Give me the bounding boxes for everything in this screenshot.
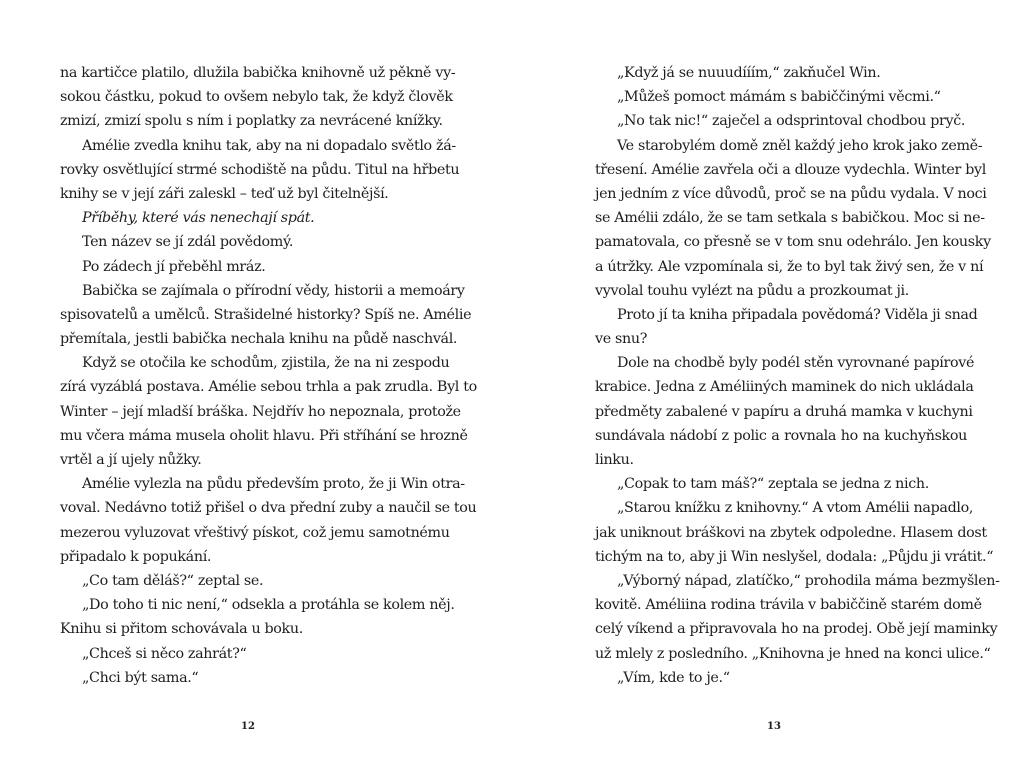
text-line: zírá vyzáblá postava. Amélie sebou trhla a pak zrudla. Byl to (60, 379, 477, 396)
text-line: se Amélii zdálo, že se tam setkala s babičkou. Moc si ne- (595, 210, 985, 227)
text-line: sundávala nádobí z polic a rovnala ho na kuchyňskou (595, 427, 967, 444)
text-line: „No tak nic!“ zaječel a odsprintoval chodbou pryč. (617, 113, 966, 130)
text-line: voval. Nedávno totiž přišel o dva přední zuby a naučil se tou (60, 500, 477, 517)
text-line: třesení. Amélie zavřela oči a dlouze vydechla. Winter byl (595, 161, 986, 178)
text-line: mu včera máma musela oholit hlavu. Při stříhání se hrozně (60, 427, 468, 444)
text-line: celý víkend a připravovala ho na prodej. Obě její maminky (595, 621, 998, 638)
text-line: tichým na to, aby ji Win neslyšel, dodala: „Půjdu ji vrátit.“ (595, 548, 994, 565)
text-line: „Můžeš pomoct mámám s babiččinými věcmi.“ (617, 89, 941, 106)
text-line: Winter – její mladší bráška. Nejdřív ho nepoznala, protože (60, 403, 461, 420)
left-page-number: 12 (241, 721, 255, 732)
text-line: Příběhy, které vás nenechají spát. (82, 210, 315, 227)
text-line: knihy se v její záři zaleskl – teď už byl čitelnější. (60, 185, 389, 202)
text-line: připadalo k popukání. (60, 548, 212, 565)
text-line: „Do toho ti nic není,“ odsekla a protáhla se kolem něj. (82, 597, 455, 614)
text-line: vrtěl a jí ujely nůžky. (60, 452, 202, 468)
text-line: Dole na chodbě byly podél stěn vyrovnané papírové (617, 355, 975, 372)
text-line: Proto jí ta kniha připadala povědomá? Viděla ji snad (617, 306, 978, 323)
text-line: „Chceš si něco zahrát?“ (82, 645, 247, 662)
text-line: a útržky. Ale vzpomínala si, že to byl tak živý sen, že v ní (595, 258, 984, 275)
text-line: už mlely z posledního. „Knihovna je hned na konci ulice.“ (595, 645, 991, 662)
text-line: „Když já se nuuudííím,“ zakňučel Win. (617, 65, 881, 81)
text-line: vyvolal touhu vylézt na půdu a prozkoumat ji. (595, 282, 909, 299)
right-page (595, 61, 1000, 690)
text-line: sokou částku, pokud to ovšem nebylo tak, že když člověk (60, 89, 453, 106)
text-line: zmizí, zmizí spolu s ním i poplatky za nevrácené knížky. (60, 113, 443, 130)
text-line: krabice. Jedna z Améliiných maminek do nich ukládala (595, 379, 974, 396)
text-line: „Starou knížku z knihovny.“ A vtom Amélii napadlo, (617, 500, 974, 517)
text-line: mezerou vyluzovat vřeštivý pískot, což jemu samotnému (60, 524, 450, 541)
text-line: ve snu? (595, 331, 648, 348)
text-line: na kartičce platilo, dlužila babička knihovně už pěkně vy- (60, 65, 456, 81)
text-line: „Copak to tam máš?“ zeptala se jedna z nich. (617, 476, 929, 493)
text-line: „Výborný nápad, zlatíčko,“ prohodila máma bezmyšlen- (617, 572, 1000, 589)
text-line: Amélie vylezla na půdu především proto, že ji Win otra- (82, 476, 465, 493)
right-page-number: 13 (767, 721, 781, 732)
text-line: Když se otočila ke schodům, zjistila, že na ni zespodu (82, 355, 450, 372)
text-line: Ve starobylém domě zněl každý jeho krok jako země- (617, 137, 983, 154)
text-line: „Chci být sama.“ (82, 669, 199, 686)
text-line: „Co tam děláš?“ zeptal se. (82, 572, 264, 589)
text-line: jen jedním z více důvodů, proč se na půdu vydala. V noci (595, 185, 987, 202)
text-line: jak uniknout bráškovi na zbytek odpoledne. Hlasem dost (595, 524, 987, 541)
text-line: Amélie zvedla knihu tak, aby na ni dopadalo světlo žá- (82, 137, 456, 154)
text-line: Babička se zajímala o přírodní vědy, historii a memoáry (82, 282, 465, 299)
text-line: předměty zabalené v papíru a druhá mamka v kuchyni (595, 403, 973, 420)
text-line: rovky osvětlující strmé schodiště na půdu. Titul na hřbetu (60, 161, 460, 178)
text-line: kovitě. Améliina rodina trávila v babiččině starém domě (595, 597, 982, 614)
text-line: „Vím, kde to je.“ (617, 669, 730, 686)
text-line: Po zádech jí přeběhl mráz. (82, 258, 266, 275)
text-line: přemítala, jestli babička nechala knihu na půdě naschvál. (60, 331, 458, 348)
text-line: linku. (595, 452, 634, 468)
left-page (60, 61, 477, 690)
text-line: Knihu si přitom schovávala u boku. (60, 621, 303, 638)
text-line: pamatovala, co přesně se v tom snu odehrálo. Jen kousky (595, 234, 991, 251)
text-line: Ten název se jí zdál povědomý. (82, 234, 294, 251)
text-line: spisovatelů a umělců. Strašidelné historky? Spíš ne. Amélie (60, 306, 472, 323)
